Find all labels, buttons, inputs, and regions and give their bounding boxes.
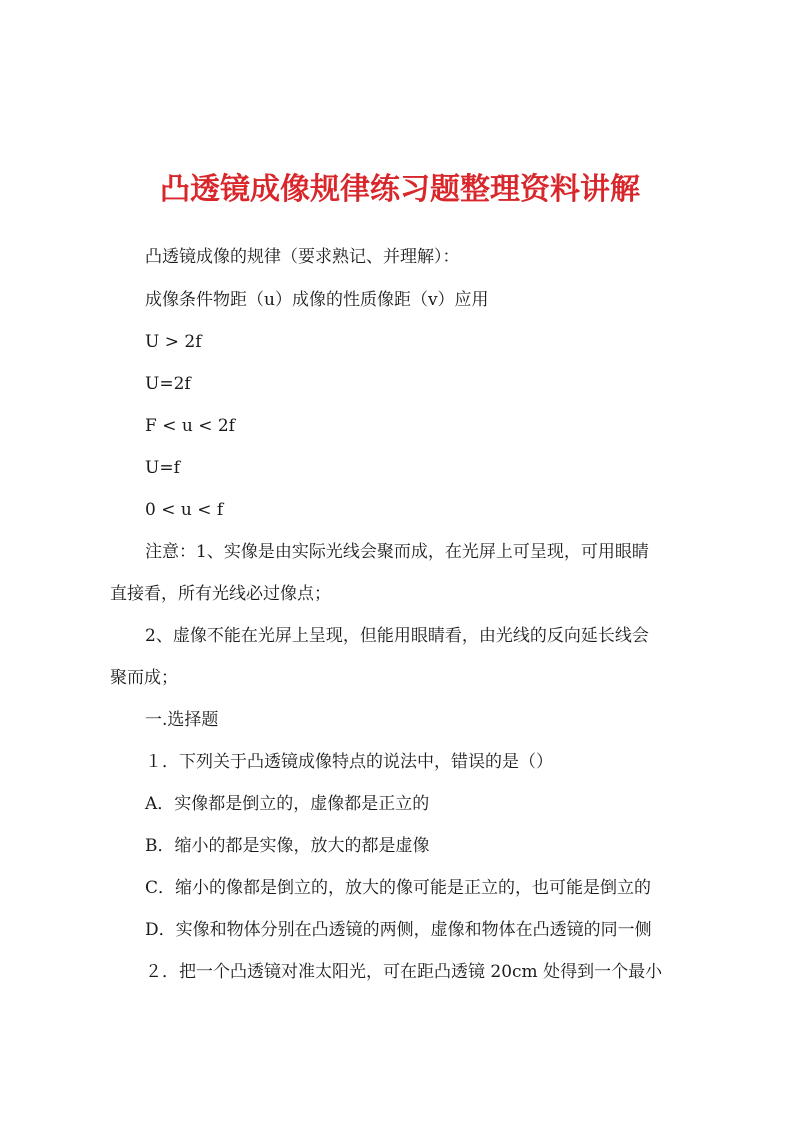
text-line: U > 2f bbox=[145, 332, 202, 352]
text-line: 注意：1、实像是由实际光线会聚而成，在光屏上可呈现，可用眼睛 bbox=[145, 542, 649, 562]
section-heading: 一.选择题 bbox=[145, 710, 219, 730]
option-d: D．实像和物体分别在凸透镜的两侧，虚像和物体在凸透镜的同一侧 bbox=[145, 920, 652, 940]
question-text: １．下列关于凸透镜成像特点的说法中，错误的是（） bbox=[145, 752, 553, 772]
text-line: 直接看，所有光线必过像点； bbox=[110, 584, 331, 604]
option-a: A．实像都是倒立的，虚像都是正立的 bbox=[145, 794, 430, 814]
text-line: 0 < u < f bbox=[145, 500, 224, 520]
option-c: C．缩小的像都是倒立的，放大的像可能是正立的，也可能是倒立的 bbox=[145, 878, 652, 898]
page-title: 凸透镜成像规律练习题整理资料讲解 bbox=[160, 172, 640, 207]
text-line: 2、虚像不能在光屏上呈现，但能用眼睛看，由光线的反向延长线会 bbox=[145, 626, 649, 646]
text-line: U=2f bbox=[145, 374, 191, 394]
text-line: F < u < 2f bbox=[145, 416, 235, 436]
question-text: ２．把一个凸透镜对准太阳光，可在距凸透镜 20cm 处得到一个最小 bbox=[145, 962, 663, 982]
text-line: 聚而成； bbox=[110, 668, 178, 688]
text-line: 凸透镜成像的规律（要求熟记、并理解）： bbox=[145, 247, 460, 267]
text-line: U=f bbox=[145, 458, 180, 478]
text-line: 成像条件物距（u）成像的性质像距（v）应用 bbox=[145, 290, 489, 310]
option-b: B．缩小的都是实像，放大的都是虚像 bbox=[145, 836, 430, 856]
